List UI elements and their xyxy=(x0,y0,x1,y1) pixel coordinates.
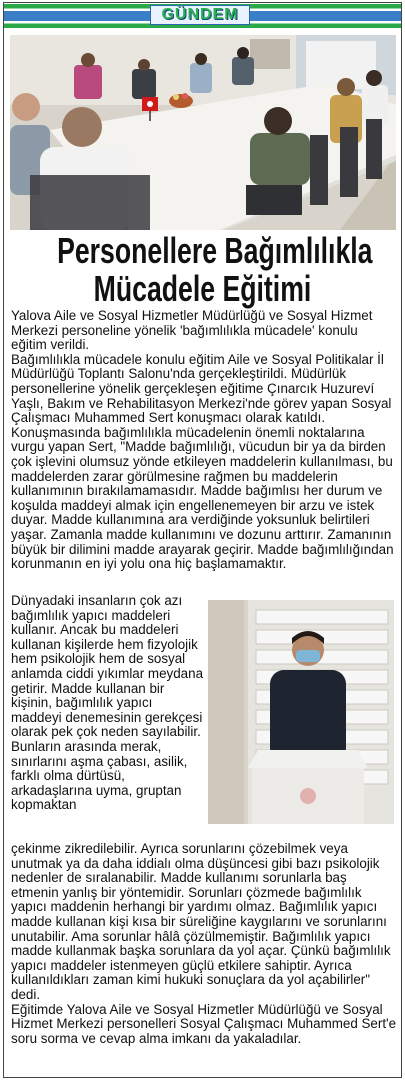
paragraph-2: Bağımlılıkla mücadele konulu eğitim Aile ve Sosyal Politikalar İl Müdürlüğü Toplantı Salonu'nda gerçekleştirildi. Müdürlük personellerine yönelik gerçekleşen eğitime Çınarcık Huzureví Yaşlı, Bakım ve Rehabilitasyon Merkezi'nde görev yapan Sosyal Çalışmacı Muhammed Sert konuşmacı olarak katıldı. xyxy=(11,351,392,426)
article-body-top xyxy=(11,309,397,572)
meeting-photo xyxy=(10,35,396,230)
section-label: GÜNDEM xyxy=(150,5,250,25)
speaker-illustration xyxy=(208,600,394,824)
article-body-wrap xyxy=(11,594,206,813)
headline-line-2: Mücadele Eğitimi xyxy=(93,268,312,309)
headline-line-1: Personellere Bağımlılıkla xyxy=(57,230,373,271)
paragraph-4: Eğitimde Yalova Aile ve Sosyal Hizmetler Müdürlüğü ve Sosyal Hizmet Merkezi personelleri Sosyal Çalışmacı Muhammed Sert'e soru sorma ve cevap alma imkanı da yakaladılar. xyxy=(11,1001,397,1046)
paragraph-3a: Konuşmasında bağımlılıkla mücadelenin önemli noktalarına vurgu yapan Sert, "Madde bağımlılığı, vücudun bir ya da birden çok işlevini olumsuz yönde etkileyen maddelerin kullanılması, bu maddelerden zarar görülmesine rağmen bu maddelerin kullanımının bırakılamamasıdır. Madde bağımlısı her durum ve koşulda maddeyi almak için engellenemeyen bir arzu ve istek duyar. Madde kullanımına ara verdiğinde yoksunluk belirtileri yaşar. Zamanla madde kullanımını ve dozunu arttırır. Zamanının büyük bir dilimini madde arayarak geçirir. Madde bağımlılığından korunmanın en iyi yolu ona hiç başlamamaktır. xyxy=(11,424,394,572)
paragraph-1: Yalova Aile ve Sosyal Hizmetler Müdürlüğü ve Sosyal Hizmet Merkezi personeline yönelik 'bağımlılıkla mücadele' konulu eğitim verildi. xyxy=(11,308,373,353)
paragraph-3b: Dünyadaki insanların çok azı bağımlılık yapıcı maddeleri kullanır. Ancak bu maddeleri kullanan kişilerde hem fizyolojik hem psikolojik hem de sosyal anlamda ciddi yıkımlar meydana getirir. Madde kullanan bir kişinin, bağımlılık yapıcı maddeyi denemesinin gerekçesi olarak pek çok neden sayılabilir. Bunların arasında merak, sınırlarını aşma çabası, asilik, farklı olma dürtüsü, arkadaşlarına uyma, gruptan kopmaktan xyxy=(11,593,204,813)
article-body-bottom xyxy=(11,842,397,1046)
meeting-illustration xyxy=(10,35,396,230)
speaker-photo xyxy=(208,600,394,824)
headline xyxy=(57,230,373,309)
paragraph-3c: çekinme zikredilebilir. Ayrıca sorunlarını çözebilmek veya unutmak ya da daha iddialı olma düşüncesi gibi bazı psikolojik nedenler de sıralanabilir. Madde kullanımı sorunlarla baş etmenin yanlış bir yöntemidir. Sorunları çözmede bağımlılık yapıcı maddenin herhangi bir yardımı olmaz. Bağımlılık yapıcı madde kullanan kişi kısa bir süreliğine kaygılarını ve sorunlarını unutabilir. Ama sorunlar hâlâ çözülmemiştir. Bağımlılık yapıcı madde kullanmak başka sorunlara da yol açar. Çünkü bağımlılık yapıcı maddeler istenmeyen güçlü etkilere sahiptir. Ayrıca kullanıldıkları zaman kimi hukuki sonuçlara da yol açabilirler" dedi. xyxy=(11,841,391,1002)
